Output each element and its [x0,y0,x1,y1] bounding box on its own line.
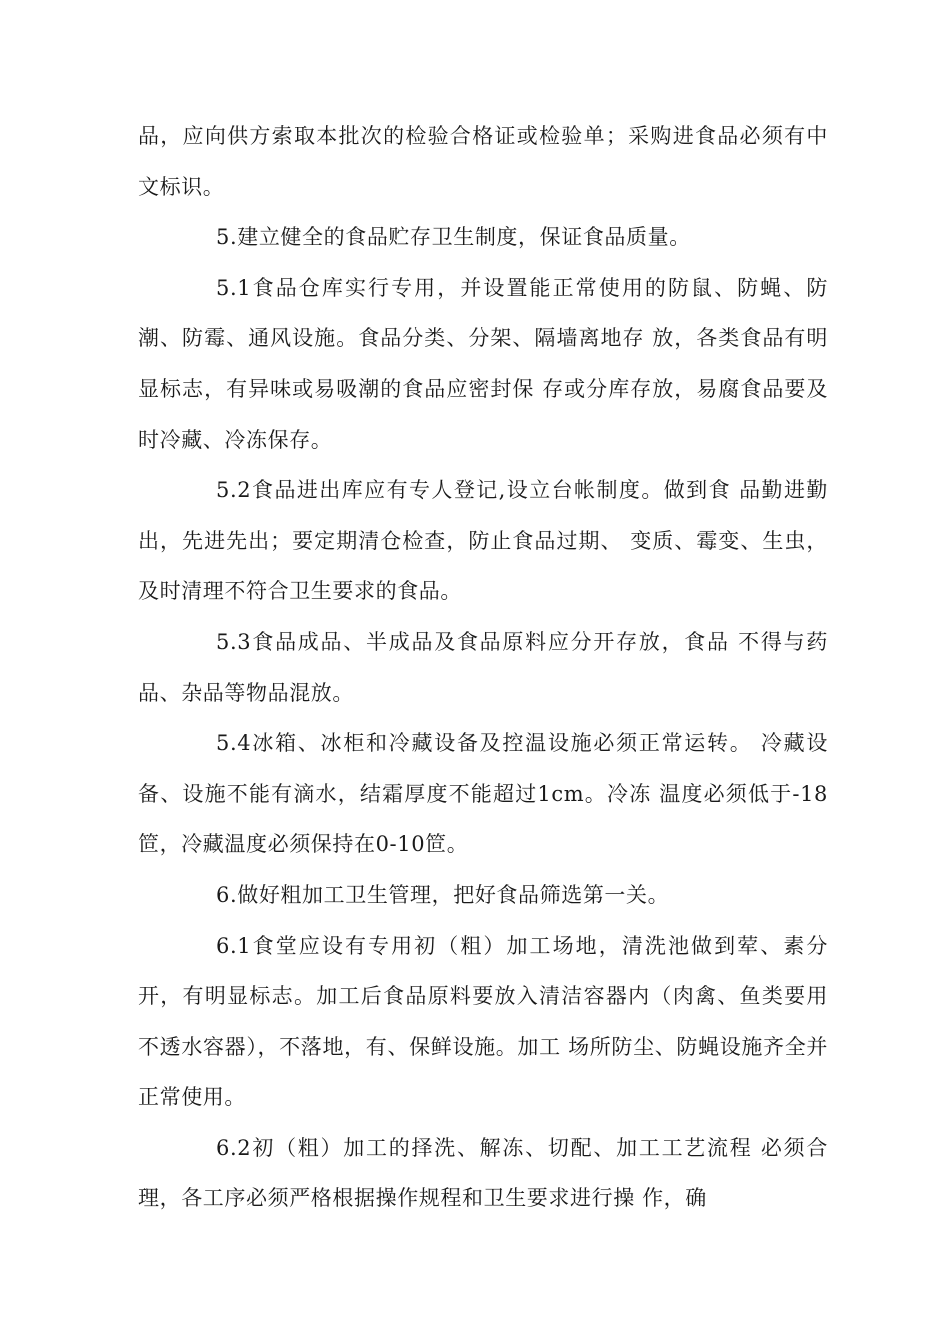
paragraph-5-4: 5.4冰箱、冰柜和冷藏设备及控温设施必须正常运转。 冷藏设备、设施不能有滴水，结霜厚度不能超过1cm。冷冻 温度必须低于-18笸，冷藏温度必须保持在0-10笸。 [138,731,828,857]
paragraph-6-2: 6.2初（粗）加工的择洗、解冻、切配、加工工艺流程 必须合理，各工序必须严格根据操作规程和卫生要求进行操 作，确 [138,1135,828,1211]
paragraph-6: 6.做好粗加工卫生管理，把好食品筛选第一关。 [216,882,670,907]
paragraph-continuation: 品，应向供方索取本批次的检验合格证或检验单；采购进食品必须有中文标识。 [138,124,828,199]
paragraph-5-2: 5.2食品进出库应有专人登记,设立台帐制度。做到食 品勤进勤出，先进先出；要定期清仓检查，防止食品过期、 变质、霉变、生虫，及时清理不符合卫生要求的食品。 [138,478,828,604]
paragraph-5-1: 5.1食品仓库实行专用，并设置能正常使用的防鼠、防蝇、防潮、防霉、通风设施。食品分类、分架、隔墙离地存 放，各类食品有明显标志，有异味或易吸潮的食品应密封保 存或分库存放，易腐食品要及时冷藏、冷冻保存。 [138,275,828,452]
paragraph-5-3: 5.3食品成品、半成品及食品原料应分开存放，食品 不得与药品、杂品等物品混放。 [138,629,828,705]
document-body [138,111,828,1224]
paragraph-6-1: 6.1食堂应设有专用初（粗）加工场地，清洗池做到荤、素分开，有明显标志。加工后食品原料要放入清洁容器内（肉禽、鱼类要用不透水容器），不落地，有、保鲜设施。加工 场所防尘、防蝇设施齐全并正常使用。 [138,933,828,1110]
paragraph-5: 5.建立健全的食品贮存卫生制度，保证食品质量。 [216,225,691,250]
